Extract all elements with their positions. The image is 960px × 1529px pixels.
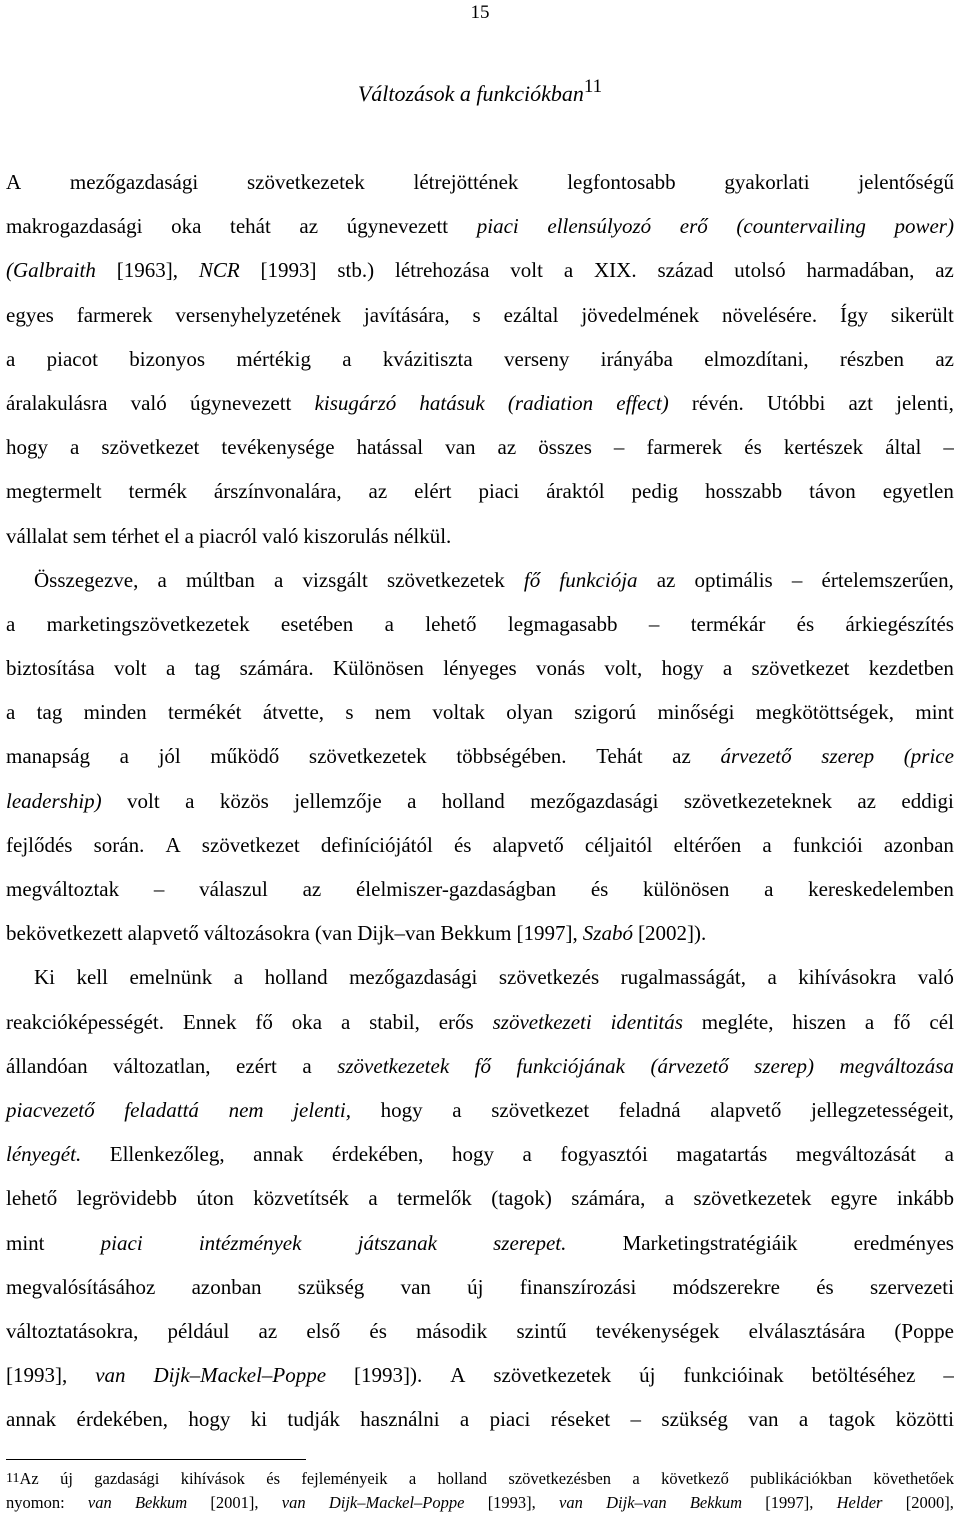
text-line: biztosítása volt a tag számára. Különösen lényeges vonás volt, hogy a szövetkezet kezdetben [6, 656, 954, 681]
page-number: 15 [470, 2, 490, 23]
text-line: A mezőgazdasági szövetkezetek létrejöttének legfontosabb gyakorlati jelentőségű [6, 170, 954, 194]
text-line: annak érdekében, hogy ki tudják használni a piaci réseket – szükség van a tagok közötti [6, 1407, 954, 1432]
text-line: a tag minden termékét átvette, s nem voltak olyan szigorú minőségi megkötöttségek, mint [6, 700, 954, 725]
text-line: fejlődés során. A szövetkezet definíciójától és alapvető céljaitól eltérően a funkciói azonban [6, 832, 954, 857]
text-line: lényegét. Ellenkezőleg, annak érdekében, hogy a fogyasztói magatartás megváltozását a [6, 1142, 954, 1167]
text-line: (Galbraith [1963], NCR [1993] stb.) létrehozása volt a XIX. század utolsó harmadában, az [6, 258, 954, 283]
text-line: megváltoztak – válaszul az élelmiszer-gazdaságban és különösen a kereskedelemben [6, 877, 954, 901]
text-line: megvalósításához azonban szükség van új finanszírozási módszerekre és szervezeti [6, 1274, 954, 1299]
section-title [0, 76, 960, 107]
text-line: állandóan változatlan, ezért a szövetkezetek fő funkciójának (árvezető szerep) megváltozása [6, 1053, 954, 1078]
text-line: vállalat sem térhet el a piacról való kiszorulás nélkül. [6, 523, 452, 548]
text-line: lehető legrövidebb úton közvetítsék a termelők (tagok) számára, a szövetkezetek egyre inkább [6, 1186, 954, 1211]
text-line: bekövetkezett alapvető változásokra (van Dijk–van Bekkum [1997], Szabó [2002]). [6, 921, 707, 946]
text-line: a marketingszövetkezetek esetében a lehető legmagasabb – termékár és árkiegészítés [6, 611, 954, 636]
text-line: manapság a jól működő szövetkezetek többségében. Tehát az árvezető szerep (price [6, 744, 954, 769]
text-line: reakcióképességét. Ennek fő oka a stabil, erős szövetkezeti identitás megléte, hiszen a fő cél [6, 1009, 954, 1034]
footnote [6, 1467, 954, 1515]
text-line: áralakulásra való úgynevezett kisugárzó hatásuk (radiation effect) révén. Utóbbi azt jelenti, [6, 390, 954, 415]
text-line: Összegezve, a múltban a vizsgált szövetkezetek fő funkciója az optimális – értelemszerűen, [34, 567, 954, 592]
footnote-line: nyomon: van Bekkum [2001], van Dijk–Mackel–Poppe [1993], van Dijk–van Bekkum [1997], Helder [2000], [6, 1493, 954, 1512]
footnote-separator [6, 1459, 306, 1460]
text-line: leadership) volt a közös jellemzője a holland mezőgazdasági szövetkezeteknek az eddigi [6, 788, 954, 813]
footnote-line: 11 Az új gazdasági kihívások és fejleményeik a holland szövetkezésben a következő publikációkban követhetőek [6, 1467, 954, 1491]
text-line: mint piaci intézmények játszanak szerepet. Marketingstratégiáik eredményes [6, 1230, 954, 1255]
text-line: piacvezető feladattá nem jelenti, hogy a szövetkezet feladná alapvető jellegzetességeit, [6, 1097, 954, 1122]
text-line: [1993], van Dijk–Mackel–Poppe [1993]). A szövetkezetek új funkcióinak betöltéséhez – [6, 1363, 954, 1388]
text-line: Ki kell emelnünk a holland mezőgazdasági szövetkezés rugalmasságát, a kihívásokra való [34, 965, 954, 990]
section-title-text: Változások a funkciókban [357, 81, 584, 106]
text-line: makrogazdasági oka tehát az úgynevezett piaci ellensúlyozó erő (countervailing power) [6, 214, 954, 239]
footnote-ref-marker: 11 [583, 76, 603, 97]
text-line: a piacot bizonyos mértékig a kvázitiszta verseny irányába elmozdítani, részben az [6, 346, 954, 371]
footnote-number: 11 [6, 1471, 20, 1486]
text-line: egyes farmerek versenyhelyzetének javítására, s ezáltal jövedelmének növelésére. Így sikerült [6, 302, 954, 327]
body-text [6, 160, 954, 1441]
text-line: megtermelt termék árszínvonalára, az elért piaci áraktól pedig hosszabb távon egyetlen [6, 479, 954, 504]
text-line: hogy a szövetkezet tevékenysége hatással van az összes – farmerek és kertészek által – [6, 435, 954, 460]
text-line: változtatásokra, például az első és második szintű tevékenységek elválasztására (Poppe [6, 1318, 954, 1343]
